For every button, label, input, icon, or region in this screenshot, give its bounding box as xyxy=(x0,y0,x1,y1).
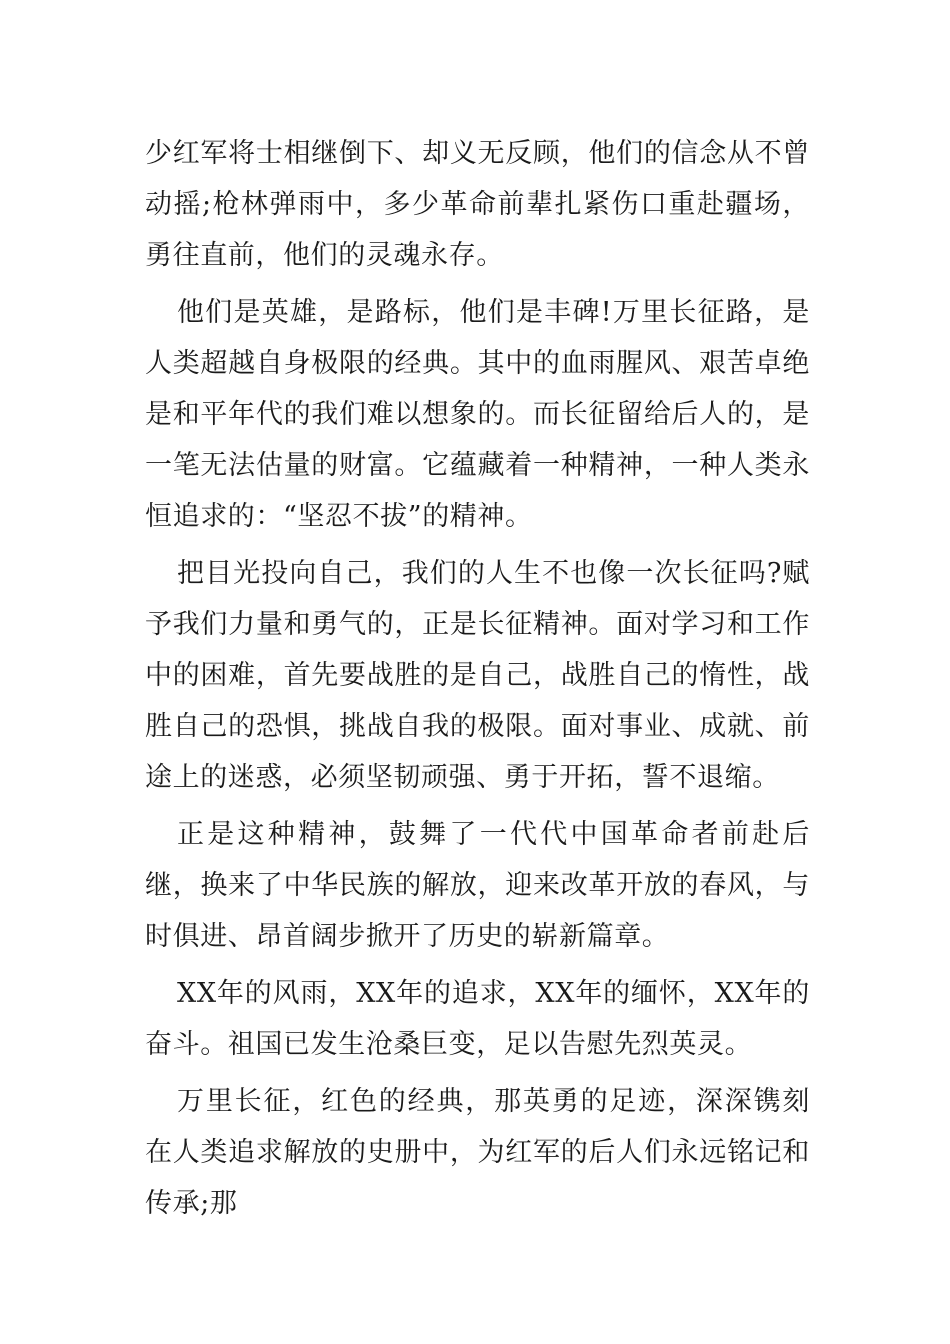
paragraph-1: 少红军将士相继倒下、却义无反顾，他们的信念从不曾动摇;枪林弹雨中，多少革命前辈扎紧伤口重赴疆场，勇往直前，他们的灵魂永存。 xyxy=(145,138,810,271)
paragraph-3: 把目光投向自己，我们的人生不也像一次长征吗?赋予我们力量和勇气的，正是长征精神。面对学习和工作中的困难，首先要战胜的是自己，战胜自己的惰性，战胜自己的恐惧，挑战自我的极限。面对事业、成就、前途上的迷惑，必须坚韧顽强、勇于开拓，誓不退缩。 xyxy=(145,558,810,793)
paragraph-4: 正是这种精神，鼓舞了一代代中国革命者前赴后继，换来了中华民族的解放，迎来改革开放的春风，与时俱进、昂首阔步掀开了历史的崭新篇章。 xyxy=(145,819,810,952)
paragraph-2: 他们是英雄，是路标，他们是丰碑!万里长征路，是人类超越自身极限的经典。其中的血雨腥风、艰苦卓绝是和平年代的我们难以想象的。而长征留给后人的，是一笔无法估量的财富。它蕴藏着一种精神，一种人类永恒追求的：“坚忍不拔”的精神。 xyxy=(145,297,810,532)
document-body xyxy=(145,128,810,1229)
paragraph-6: 万里长征，红色的经典，那英勇的足迹，深深镌刻在人类追求解放的史册中，为红军的后人们永远铭记和传承;那 xyxy=(145,1086,810,1219)
paragraph-5: XX年的风雨，XX年的追求，XX年的缅怀，XX年的奋斗。祖国已发生沧桑巨变，足以告慰先烈英灵。 xyxy=(145,978,810,1060)
